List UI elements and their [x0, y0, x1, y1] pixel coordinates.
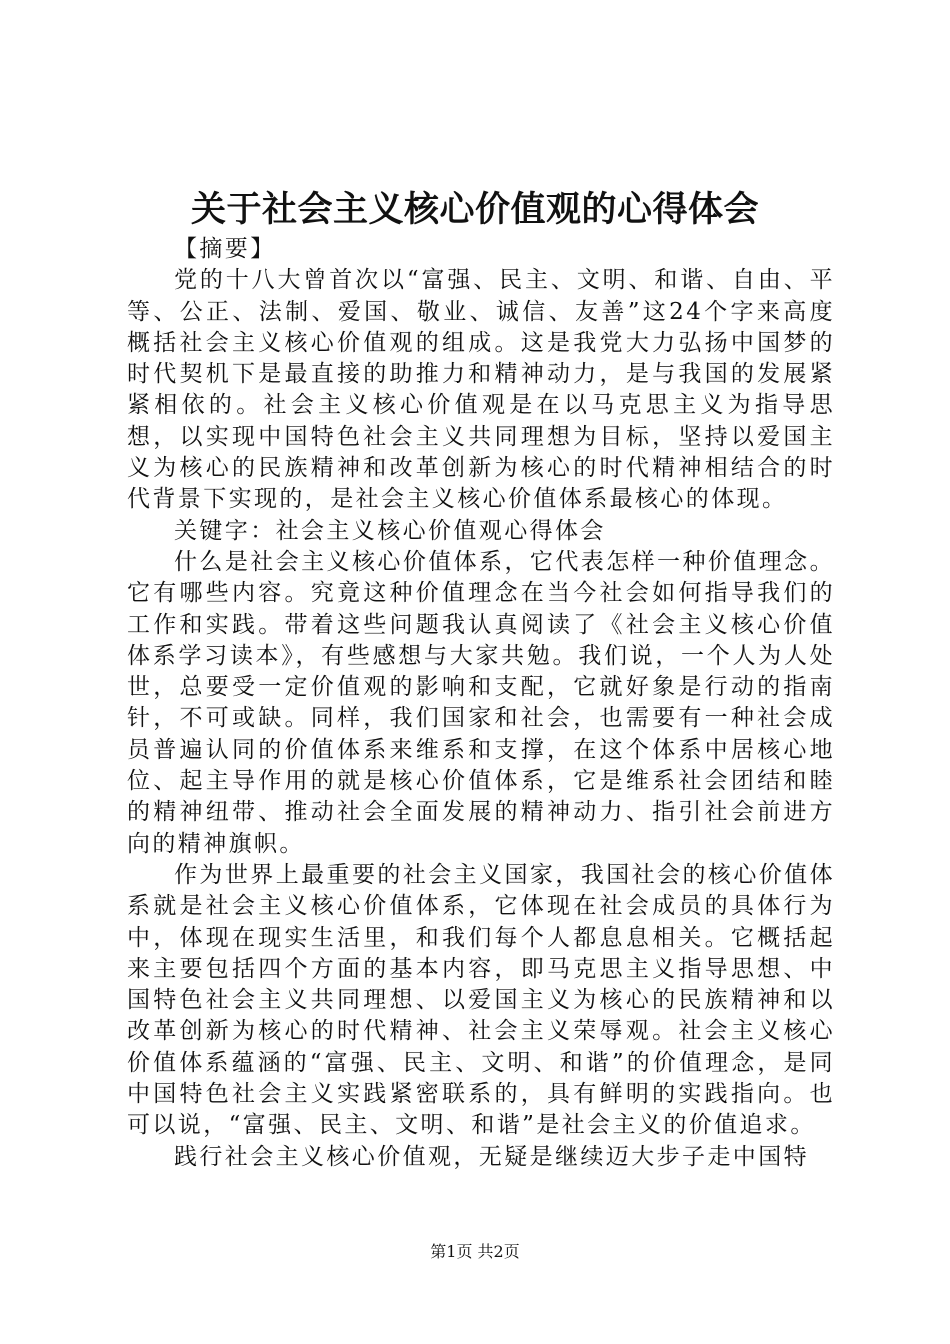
body-paragraph: 践行社会主义核心价值观，无疑是继续迈大步子走中国特 [174, 1143, 809, 1170]
body-paragraph: 什么是社会主义核心价值体系，它代表怎样一种价值理念。它有哪些内容。究竟这种价值理念在当今社会如何指导我们的工作和实践。带着这些问题我认真阅读了《社会主义核心价值体系学习读本》，有些感想与大家共勉。我们说，一个人为人处世，总要受一定价值观的影响和支配，它就好象是行动的指南针，不可或缺。同样，我们国家和社会，也需要有一种社会成员普遍认同的价值体系来维系和支撑，在这个体系中居核心地位、起主导作用的就是核心价值体系，它是维系社会团结和睦的精神纽带、推动社会全面发展的精神动力、指引社会前进方向的精神旗帜。 [127, 548, 835, 857]
keywords-line: 关键字：社会主义核心价值观心得体会 [174, 517, 606, 544]
abstract-heading: 【摘要】 [174, 236, 276, 262]
page-footer: 第1页 共2页 [430, 1242, 520, 1261]
body-paragraph: 作为世界上最重要的社会主义国家，我国社会的核心价值体系就是社会主义核心价值体系，它体现在社会成员的具体行为中，体现在现实生活里，和我们每个人都息息相关。它概括起来主要包括四个方面的基本内容，即马克思主义指导思想、中国特色社会主义共同理想、以爱国主义为核心的民族精神和以改革创新为核心的时代精神、社会主义荣辱观。社会主义核心价值体系蕴涵的“富强、民主、文明、和谐”的价值理念，是同中国特色社会主义实践紧密联系的，具有鲜明的实践指向。也可以说，“富强、民主、文明、和谐”是社会主义的价值追求。 [127, 861, 835, 1139]
document-title: 关于社会主义核心价值观的心得体会 [190, 189, 759, 230]
document-body [127, 234, 835, 1173]
abstract-paragraph: 党的十八大曾首次以“富强、民主、文明、和谐、自由、平等、公正、法制、爱国、敬业、诚信、友善”这24个字来高度概括社会主义核心价值观的组成。这是我党大力弘扬中国梦的时代契机下是最直接的助推力和精神动力，是与我国的发展紧紧相依的。社会主义核心价值观是在以马克思主义为指导思想，以实现中国特色社会主义共同理想为目标，坚持以爱国主义为核心的民族精神和改革创新为核心的时代精神相结合的时代背景下实现的，是社会主义核心价值体系最核心的体现。 [127, 267, 835, 513]
